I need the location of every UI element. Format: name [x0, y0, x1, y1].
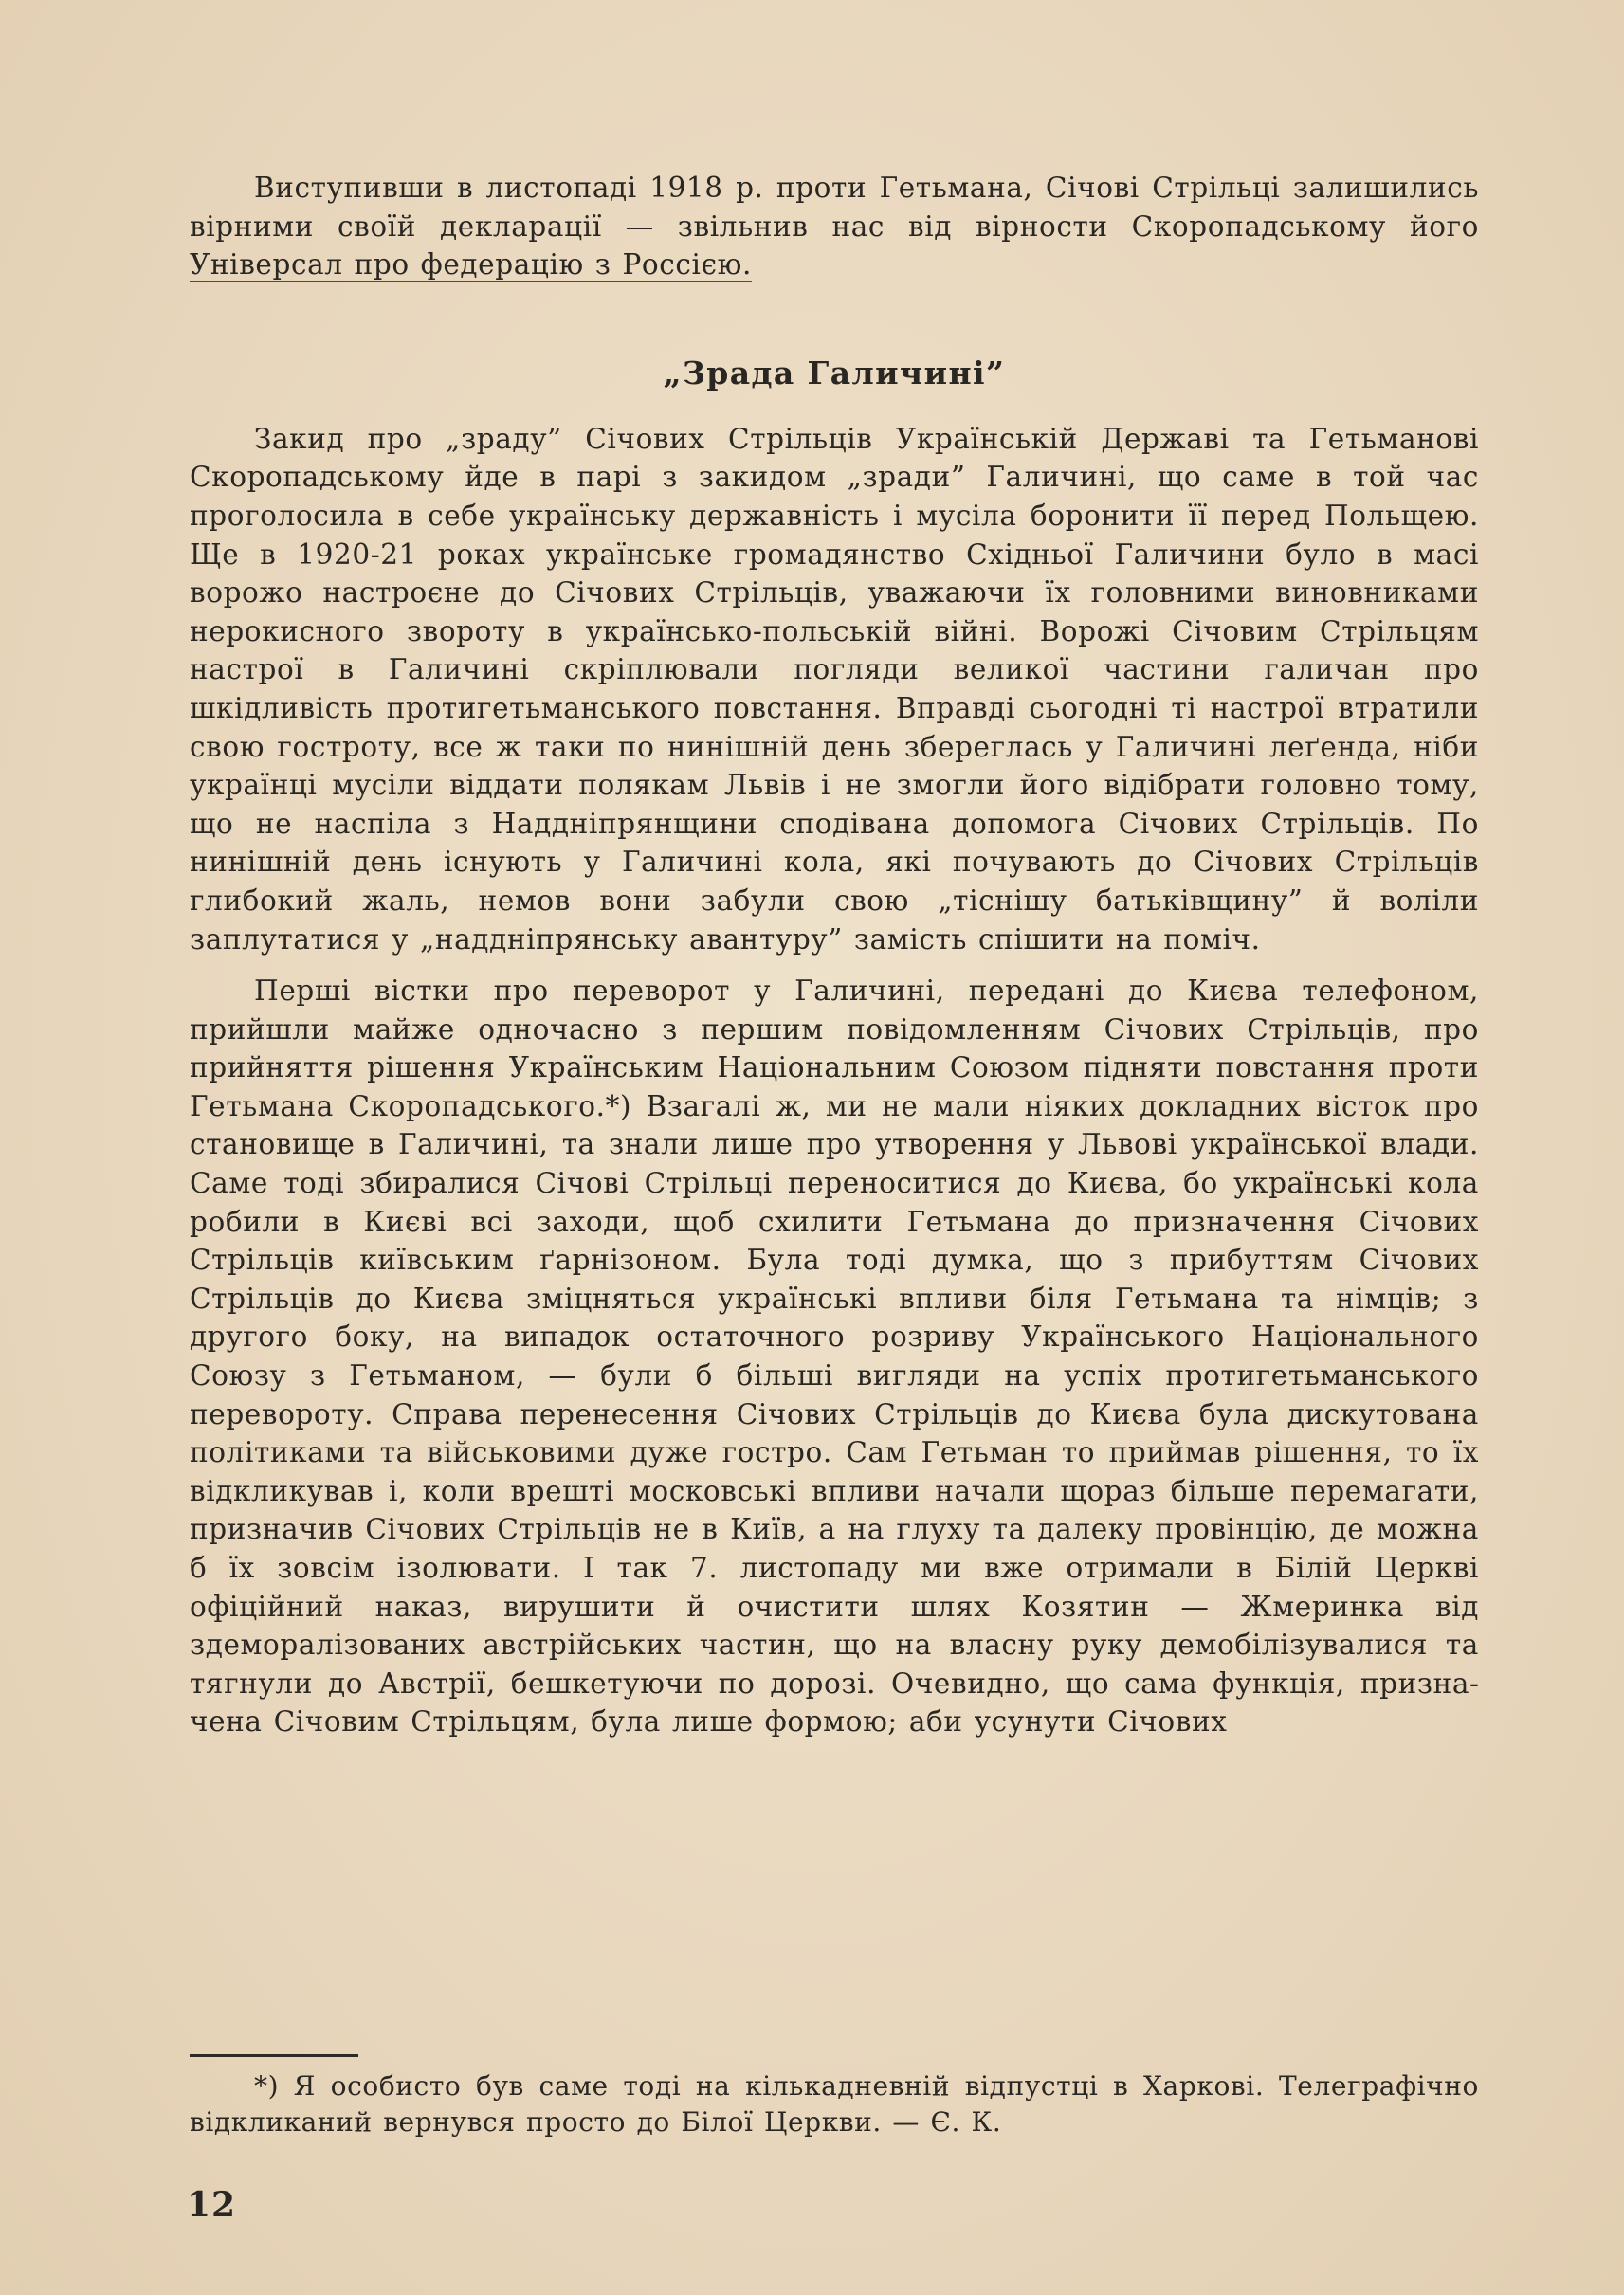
section-title: „Зрада Галичині”	[663, 354, 1006, 392]
page-number: 12	[187, 2185, 237, 2225]
page-content	[190, 169, 1479, 1741]
intro-paragraph	[190, 169, 1479, 284]
body-paragraph-2: Перші вістки про переворот у Галичині, передані до Києва телефоном, прийшли майже одночасно з першим повідомленням Січових Стрільців, про прийняття рішення Українським Національним Союзом підняти повстання проти Гетьмана Скоропадського.*) Взагалі ж, ми не мали ніяких докладних вісток про становище в Галичині, та знали лише про утворення у Львові української влади. Саме тоді збиралися Січові Стрільці переноситися до Києва, бо українські кола робили в Києві всі заходи, щоб схилити Гетьмана до призначення Січових Стрільців київським ґарнізоном. Була тоді думка, що з прибуттям Січових Стрільців до Києва зміцняться українські впливи біля Гетьмана та німців; з другого боку, на випадок остаточного розриву Українського Національного Союзу з Гетьманом, — були б більші вигляди на успіх протигетьманського перевороту. Справа перенесення Січових Стрільців до Києва була дискутована політиками та військовими дуже гостро. Сам Гетьман то приймав рішення, то їх відкликував і, коли врешті московські впливи начали щораз більше перемагати, призначив Січових Стрільців не в Київ, а на глуху та далеку провінцію, де можна б їх зовсім ізолювати. І так 7. листопаду ми вже отримали в Білій Церкві офіційний наказ, вирушити й очистити шлях Козятин — Жмеринка від здеморалізованих австрійських частин, що на власну руку демобілізувалися та тягнули до Австрії, бешкетуючи по дорозі. Очевидно, що сама функція, призначена Січовим Стрільцям, була лише формою; аби усунути Січових	[190, 974, 1479, 1739]
footnote-text: *) Я особисто був саме тоді на кількадневній відпустці в Харкові. Телеграфічно відкликаний вернувся просто до Білої Церкви. — Є. К.	[190, 2070, 1479, 2138]
underlined-phrase: Універсал про федерацію з Россією.	[190, 248, 752, 282]
footnote-divider	[190, 2054, 358, 2057]
intro-text: Виступивши в листопаді 1918 р. проти Гетьмана, Січові Стрільці залишились вірними своїй декларації — звільнив нас від вірности Скоропадському його	[190, 172, 1479, 243]
footnote	[190, 2068, 1479, 2140]
body-paragraph-1: Закид про „зраду” Січових Стрільців Українській Державі та Гетьманові Скоропадському йде в парі з закидом „зради” Галичині, що саме в той час проголосила в себе українську державність і мусіла боронити її перед Польщею. Ще в 1920-21 роках українське громадянство Східньої Галичини було в масі ворожо настроєне до Січових Стрільців, уважаючи їх головними виновниками нерокисного звороту в українсько-польській війні. Ворожі Січовим Стрільцям настрої в Галичині скріплювали погляди великої частини галичан про шкідливість протигетьманського повстання. Вправді сьогодні ті настрої втратили свою гостроту, все ж таки по нинішній день збереглась у Галичині леґенда, ніби українці мусіли віддати полякам Львів і не змогли його відібрати головно тому, що не наспіла з Наддніпрянщини сподівана допомога Січових Стрільців. По нинішній день існують у Галичині кола, які почувають до Січових Стрільців глибокий жаль, немов вони забули свою „тіснішу батьківщину” й воліли заплутатися у „наддніпрянську авантуру” замість спішити на поміч.	[190, 422, 1479, 956]
